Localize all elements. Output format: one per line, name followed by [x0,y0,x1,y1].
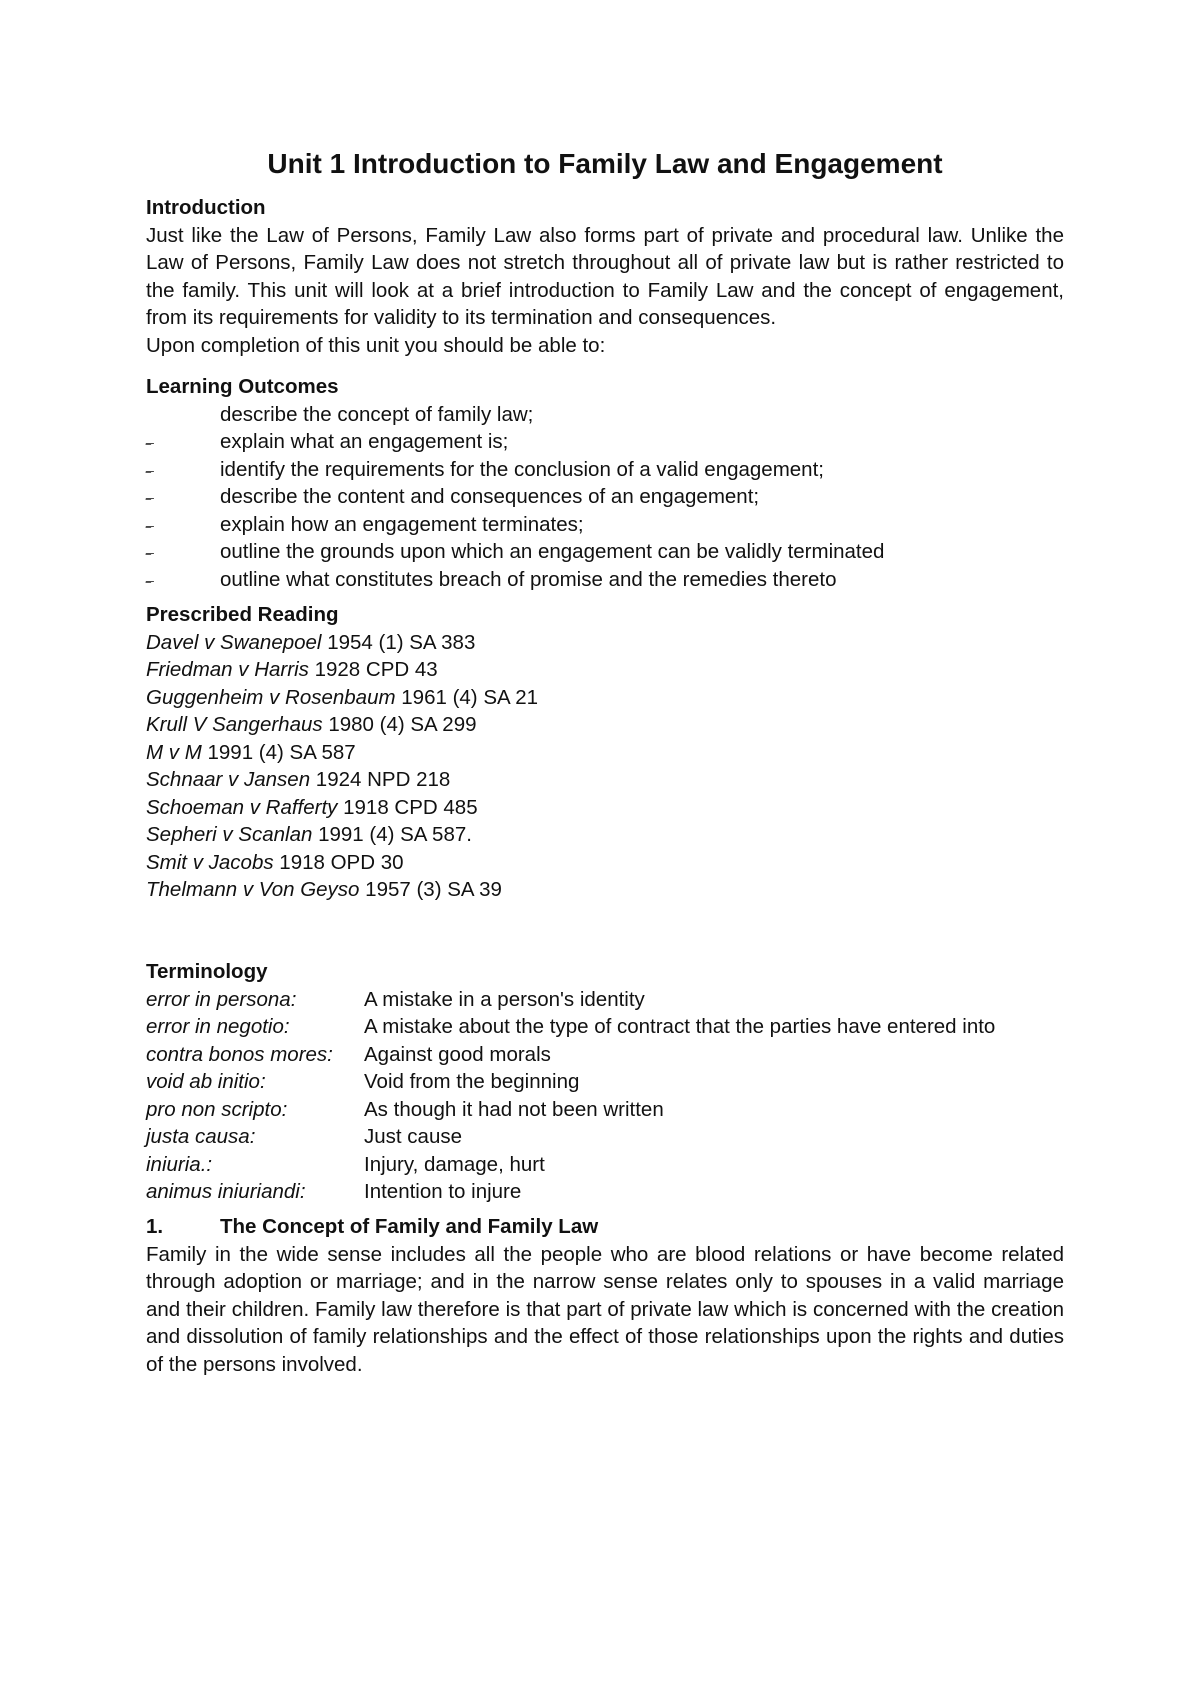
term-meaning: A mistake in a person's identity [364,987,645,1011]
learning-outcome-text: explain how an engagement terminates; [220,512,584,536]
term: error in persona: [146,987,297,1011]
case-name: Schnaar v Jansen [146,768,311,791]
learning-outcome-item [146,538,1064,566]
term-meaning: Against good morals [364,1042,551,1066]
case-citation [146,711,1064,739]
learning-outcome-item [146,401,1064,429]
case-reference: 1918 OPD 30 [273,850,404,874]
term: iniuria.: [146,1152,213,1176]
case-name: Smit v Jacobs [146,850,274,874]
learning-outcomes-heading: Learning Outcomes [146,375,339,398]
learning-outcome-text: identify the requirements for the conclusion of a valid engagement; [220,457,824,481]
introduction-section [146,194,1064,359]
case-name: Guggenheim v Rosenbaum [146,685,396,709]
bullet-marker: _ ‾ [146,510,154,541]
learning-outcome-item [146,456,1064,484]
learning-outcomes-section [146,373,1064,596]
terminology-row [146,1041,1064,1069]
section-1-paragraph: Family in the wide sense includes all the people who are blood relations or have become related through adoption or marriage; and in the narrow sense relates only to spouses in a valid marriage and their children. Family law therefore is that part of private law which is concerned with the creation and dissolution of family relationships and the effect of those relationships upon the rights and duties of the persons involved. [146,1242,1064,1376]
terminology-row [146,1151,1064,1179]
prescribed-reading-section [146,601,1064,904]
terminology-section [146,958,1064,1206]
learning-outcome-item [146,428,1064,456]
terminology-heading: Terminology [146,960,268,983]
learning-outcome-text: explain what an engagement is; [220,430,509,453]
learning-outcome-item [146,511,1064,539]
learning-outcome-text: outline the grounds upon which an engagement can be validly terminated [220,540,885,563]
section-1-heading [146,1213,1064,1241]
section-1-title: The Concept of Family and Family Law [220,1215,599,1238]
terminology-row [146,1123,1064,1151]
case-citation [146,794,1064,822]
case-name: Friedman v Harris [146,658,309,681]
learning-outcome-item [146,566,1064,594]
terminology-row [146,986,1064,1014]
case-list [146,629,1064,904]
term: pro non scripto: [146,1097,288,1121]
case-citation [146,629,1064,657]
section-1-number: 1. [146,1215,164,1238]
term: void ab initio: [146,1070,266,1093]
term: justa causa: [146,1125,256,1148]
case-citation [146,876,1064,904]
case-reference: 1954 (1) SA 383 [321,630,476,654]
terminology-row [146,1178,1064,1206]
learning-outcomes-list [146,401,1064,594]
case-citation [146,766,1064,794]
terminology-row [146,1013,1064,1041]
terminology-row [146,1096,1064,1124]
case-reference: 1957 (3) SA 39 [359,878,502,901]
bullet-marker: _ ‾ [146,455,154,486]
case-reference: 1991 (4) SA 587. [312,823,472,846]
case-reference: 1961 (4) SA 21 [395,685,539,709]
bullet-marker: _ ‾ [146,428,154,458]
case-citation [146,849,1064,877]
learning-outcome-text: outline what constitutes breach of promise and the remedies thereto [220,567,837,591]
term-meaning: Just cause [364,1125,462,1148]
introduction-paragraph: Just like the Law of Persons, Family Law also forms part of private and procedural law. Unlike the Law of Persons, Family Law does not stretch throughout all of private law but is rather restricted to the family. This unit will look at a brief introduction to Family Law and the concept of engagement, from its requirements for validity to its termination and consequences. [146,223,1064,329]
bullet-marker: _ ‾ [146,483,154,513]
case-citation [146,821,1064,849]
case-name: Krull V Sangerhaus [146,713,323,736]
case-name: Davel v Swanepoel [146,630,322,654]
case-reference: 1980 (4) SA 299 [322,713,477,736]
case-name: Schoeman v Rafferty [146,795,338,819]
case-reference: 1928 CPD 43 [308,658,438,681]
term: error in negotio: [146,1015,290,1038]
bullet-marker: _ ‾ [146,538,154,568]
prescribed-reading-heading: Prescribed Reading [146,603,339,626]
term-meaning: Intention to injure [364,1180,522,1203]
term-meaning: Injury, damage, hurt [364,1152,545,1176]
case-name: Thelmann v Von Geyso [146,878,360,901]
case-citation [146,684,1064,712]
section-1 [146,1213,1064,1378]
case-reference: 1918 CPD 485 [337,795,478,819]
terminology-list [146,986,1064,1206]
terminology-row [146,1068,1064,1096]
term-meaning: As though it had not been written [364,1097,664,1121]
learning-outcome-item [146,483,1064,511]
term: contra bonos mores: [146,1042,333,1066]
term-meaning: A mistake about the type of contract that the parties have entered into [364,1015,996,1038]
introduction-heading: Introduction [146,196,266,219]
term-meaning: Void from the beginning [364,1070,580,1093]
case-reference: 1991 (4) SA 587 [201,740,356,764]
learning-outcome-text: describe the concept of family law; [220,402,534,426]
introduction-lead-in: Upon completion of this unit you should be able to: [146,333,606,357]
case-name: Sepheri v Scanlan [146,823,313,846]
case-citation [146,656,1064,684]
case-citation [146,739,1064,767]
case-name: M v M [146,740,202,764]
bullet-marker: _ ‾ [146,565,154,596]
page-title: Unit 1 Introduction to Family Law and Engagement [267,148,943,179]
learning-outcome-text: describe the content and consequences of an engagement; [220,485,760,508]
case-reference: 1924 NPD 218 [310,768,451,791]
term: animus iniuriandi: [146,1180,306,1203]
